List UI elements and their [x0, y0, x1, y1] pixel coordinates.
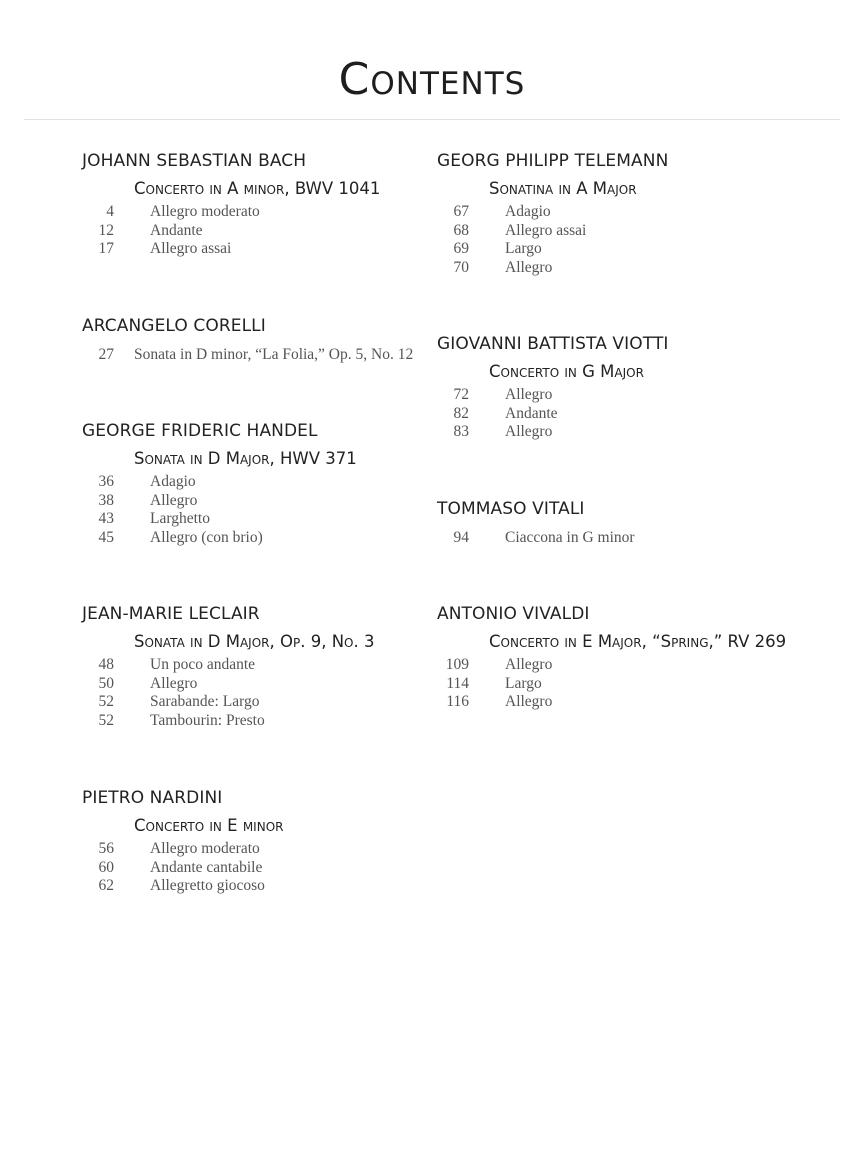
composer-section-telemann: [437, 150, 668, 278]
movement-name: Largo: [505, 674, 542, 692]
movement-name: Larghetto: [150, 510, 210, 528]
movement-name: Allegro: [150, 491, 198, 509]
page-number: 38: [98, 491, 114, 509]
work-title: Sonatina in A Major: [489, 179, 637, 198]
composer-name: GEORG PHILIPP TELEMANN: [437, 151, 669, 171]
composer-section-vivaldi: [437, 603, 786, 712]
movement-name: Largo: [505, 240, 542, 258]
movement-name: Andante: [150, 221, 203, 239]
movement-entry: [437, 386, 669, 405]
movement-entry: [437, 529, 635, 548]
movement-entry: [437, 240, 668, 259]
work-title: Concerto in E minor: [134, 816, 284, 835]
page-number: 72: [453, 386, 469, 403]
movement-name: Andante cantabile: [150, 858, 263, 876]
movement-list: [437, 203, 668, 278]
movement-entry: [82, 675, 374, 694]
movement-name: Adagio: [150, 473, 196, 490]
work-title: Concerto in A minor, BWV 1041: [134, 179, 381, 198]
composer-name: ANTONIO VIVALDI: [437, 604, 590, 624]
movement-list: [82, 473, 357, 548]
composer-name: TOMMASO VITALI: [437, 499, 585, 519]
page-number: 60: [98, 858, 114, 876]
movement-name: Allegro: [505, 423, 553, 441]
movement-name: Ciaccona in G minor: [505, 529, 635, 546]
composer-section-vitali: [437, 498, 635, 548]
movement-entry: [82, 240, 380, 259]
page-number: 114: [446, 674, 469, 692]
page-number: 36: [98, 473, 114, 490]
movement-entry: [82, 859, 283, 878]
page-number: 70: [453, 259, 469, 277]
movement-list: [82, 840, 283, 896]
movement-name: Tambourin: Presto: [150, 712, 265, 730]
work-title: Sonata in D Major, HWV 371: [134, 449, 357, 468]
movement-entry: [82, 840, 283, 859]
movement-name: Allegro: [505, 693, 553, 711]
work-title: Sonata in D Major, Op. 9, No. 3: [134, 632, 375, 651]
page-number: 50: [98, 674, 114, 692]
movement-name: Allegro: [505, 386, 553, 403]
composer-name: PIETRO NARDINI: [82, 788, 223, 808]
movement-entry: [82, 693, 374, 712]
page-title: Contents: [338, 54, 526, 105]
movement-entry: [437, 222, 668, 241]
composer-section-handel: [82, 420, 357, 548]
movement-entry: [437, 656, 786, 675]
movement-entry: [437, 203, 668, 222]
movement-name: Allegro: [150, 674, 198, 692]
composer-name: ARCANGELO CORELLI: [82, 316, 266, 336]
movement-entry: [82, 492, 357, 511]
page-number: 45: [98, 529, 114, 547]
page-number: 52: [98, 712, 114, 730]
composer-section-leclair: [82, 603, 374, 731]
movement-entry: [437, 693, 786, 712]
movement-name: Allegro assai: [150, 240, 232, 258]
page-number: 43: [98, 510, 114, 528]
movement-name: Sonata in D minor, “La Folia,” Op. 5, No. 12: [134, 346, 414, 363]
page-number: 94: [453, 529, 469, 546]
movement-name: Allegro moderato: [150, 203, 260, 220]
movement-entry: [437, 259, 668, 278]
page-number: 48: [98, 656, 114, 673]
movement-name: Allegro: [505, 259, 553, 277]
movement-name: Allegretto giocoso: [150, 877, 265, 895]
movement-name: Sarabande: Largo: [150, 693, 260, 711]
movement-name: Allegro moderato: [150, 840, 260, 857]
movement-entry: [82, 877, 283, 896]
movement-entry: [82, 656, 374, 675]
movement-entry: [82, 203, 380, 222]
movement-list: [437, 529, 635, 548]
movement-list: [82, 656, 374, 731]
composer-section-corelli: [82, 315, 413, 365]
page-number: 67: [453, 203, 469, 220]
composer-name: JOHANN SEBASTIAN BACH: [82, 151, 307, 171]
title-divider: [24, 119, 840, 120]
page-number: 62: [98, 877, 114, 895]
composer-name: GIOVANNI BATTISTA VIOTTI: [437, 334, 669, 354]
page-number: 109: [445, 656, 469, 673]
composer-section-nardini: [82, 787, 283, 896]
movement-entry: [82, 346, 413, 365]
movement-entry: [82, 529, 357, 548]
composer-section-bach: [82, 150, 380, 259]
movement-list: [437, 656, 786, 712]
movement-name: Allegro (con brio): [150, 529, 263, 547]
movement-name: Allegro assai: [505, 221, 587, 239]
page-number: 116: [446, 693, 469, 711]
page-number: 68: [453, 221, 469, 239]
movement-name: Allegro: [505, 656, 553, 673]
page-number: 82: [453, 404, 469, 422]
page-number: 69: [453, 240, 469, 258]
movement-entry: [82, 712, 374, 731]
movement-entry: [82, 473, 357, 492]
work-title: Concerto in G Major: [489, 362, 644, 381]
page-number: 27: [98, 346, 114, 363]
page-number: 56: [98, 840, 114, 857]
movement-entry: [82, 510, 357, 529]
movement-entry: [437, 675, 786, 694]
movement-entry: [437, 405, 669, 424]
composer-section-viotti: [437, 333, 669, 442]
page-number: 4: [106, 203, 114, 220]
movement-list: [82, 203, 380, 259]
movement-name: Adagio: [505, 203, 551, 220]
movement-list: [82, 346, 413, 365]
movement-entry: [437, 423, 669, 442]
movement-list: [437, 386, 669, 442]
page-number: 52: [98, 693, 114, 711]
composer-name: JEAN-MARIE LECLAIR: [82, 604, 260, 624]
movement-entry: [82, 222, 380, 241]
page-number: 83: [453, 423, 469, 441]
movement-name: Andante: [505, 404, 558, 422]
work-title: Concerto in E Major, “Spring,” RV 269: [489, 632, 787, 651]
movement-name: Un poco andante: [150, 656, 256, 673]
page-number: 17: [98, 240, 114, 258]
page-number: 12: [98, 221, 114, 239]
composer-name: GEORGE FRIDERIC HANDEL: [82, 421, 318, 441]
